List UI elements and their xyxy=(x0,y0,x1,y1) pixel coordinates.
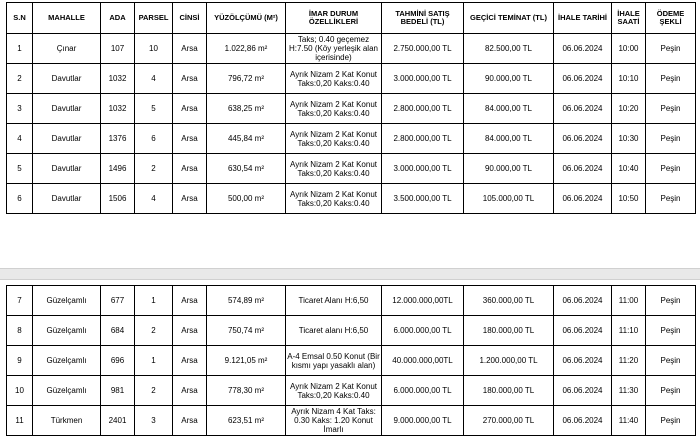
cell-ihale-saati: 10:00 xyxy=(612,34,646,64)
cell-cinsi: Arsa xyxy=(173,34,207,64)
cell-ada: 677 xyxy=(101,286,135,316)
cell-cinsi: Arsa xyxy=(173,154,207,184)
cell-yuzolcumu: 778,30 m² xyxy=(207,376,286,406)
cell-satis-bedeli: 3.000.000,00 TL xyxy=(382,154,464,184)
table-row xyxy=(7,316,696,346)
cell-ihale-tarihi: 06.06.2024 xyxy=(554,406,612,436)
cell-ihale-tarihi: 06.06.2024 xyxy=(554,124,612,154)
cell-mahalle: Güzelçamlı xyxy=(33,316,101,346)
cell-parsel: 3 xyxy=(135,406,173,436)
cell-odeme-sekli: Peşin xyxy=(646,64,696,94)
cell-mahalle: Türkmen xyxy=(33,406,101,436)
cell-yuzolcumu: 574,89 m² xyxy=(207,286,286,316)
cell-teminat: 84.000,00 TL xyxy=(464,124,554,154)
cell-teminat: 360.000,00 TL xyxy=(464,286,554,316)
cell-imar: Ayrık Nizam 2 Kat Konut Taks:0,20 Kaks:0.40 xyxy=(286,376,382,406)
cell-parsel: 1 xyxy=(135,286,173,316)
header-imar: İMAR DURUM ÖZELLİKLERİ xyxy=(286,3,382,34)
cell-cinsi: Arsa xyxy=(173,64,207,94)
table-row xyxy=(7,286,696,316)
cell-odeme-sekli: Peşin xyxy=(646,34,696,64)
header-ihale-saati: İHALE SAATİ xyxy=(612,3,646,34)
cell-sn: 8 xyxy=(7,316,33,346)
cell-sn: 3 xyxy=(7,94,33,124)
cell-cinsi: Arsa xyxy=(173,286,207,316)
cell-imar: Ayrık Nizam 2 Kat Konut Taks:0,20 Kaks:0.40 xyxy=(286,154,382,184)
cell-parsel: 1 xyxy=(135,346,173,376)
cell-imar: Ayrık Nizam 4 Kat Taks: 0.30 Kaks: 1.20 Konut İmarlı xyxy=(286,406,382,436)
cell-ihale-tarihi: 06.06.2024 xyxy=(554,376,612,406)
cell-ihale-tarihi: 06.06.2024 xyxy=(554,346,612,376)
cell-ada: 2401 xyxy=(101,406,135,436)
cell-sn: 10 xyxy=(7,376,33,406)
cell-ihale-saati: 11:00 xyxy=(612,286,646,316)
table-row xyxy=(7,376,696,406)
cell-mahalle: Davutlar xyxy=(33,94,101,124)
cell-imar: Ayrık Nizam 2 Kat Konut Taks:0,20 Kaks:0.40 xyxy=(286,64,382,94)
cell-ihale-tarihi: 06.06.2024 xyxy=(554,184,612,214)
cell-yuzolcumu: 796,72 m² xyxy=(207,64,286,94)
cell-imar: Ticaret Alanı H:6,50 xyxy=(286,286,382,316)
cell-cinsi: Arsa xyxy=(173,376,207,406)
cell-odeme-sekli: Peşin xyxy=(646,376,696,406)
cell-yuzolcumu: 9.121,05 m² xyxy=(207,346,286,376)
cell-ada: 1376 xyxy=(101,124,135,154)
header-row xyxy=(7,3,696,34)
cell-satis-bedeli: 3.000.000,00 TL xyxy=(382,64,464,94)
cell-imar: Ayrık Nizam 2 Kat Konut Taks:0,20 Kaks:0.40 xyxy=(286,184,382,214)
cell-ada: 1496 xyxy=(101,154,135,184)
cell-ihale-saati: 11:30 xyxy=(612,376,646,406)
cell-ihale-saati: 10:50 xyxy=(612,184,646,214)
cell-satis-bedeli: 2.800.000,00 TL xyxy=(382,124,464,154)
cell-cinsi: Arsa xyxy=(173,316,207,346)
cell-teminat: 90.000,00 TL xyxy=(464,64,554,94)
cell-ihale-tarihi: 06.06.2024 xyxy=(554,316,612,346)
header-sn: S.N xyxy=(7,3,33,34)
cell-ihale-tarihi: 06.06.2024 xyxy=(554,154,612,184)
cell-ada: 1506 xyxy=(101,184,135,214)
table-row xyxy=(7,94,696,124)
table-row xyxy=(7,184,696,214)
cell-yuzolcumu: 638,25 m² xyxy=(207,94,286,124)
table-row xyxy=(7,346,696,376)
cell-imar: Ayrık Nizam 2 Kat Konut Taks:0,20 Kaks:0.40 xyxy=(286,124,382,154)
cell-odeme-sekli: Peşin xyxy=(646,154,696,184)
header-satis-bedeli: TAHMİNİ SATIŞ BEDELİ (TL) xyxy=(382,3,464,34)
cell-parsel: 5 xyxy=(135,94,173,124)
cell-satis-bedeli: 2.750.000,00 TL xyxy=(382,34,464,64)
cell-yuzolcumu: 630,54 m² xyxy=(207,154,286,184)
table-row xyxy=(7,406,696,436)
cell-teminat: 1.200.000,00 TL xyxy=(464,346,554,376)
cell-ada: 684 xyxy=(101,316,135,346)
cell-yuzolcumu: 500,00 m² xyxy=(207,184,286,214)
cell-odeme-sekli: Peşin xyxy=(646,124,696,154)
cell-satis-bedeli: 2.800.000,00 TL xyxy=(382,94,464,124)
header-teminat: GEÇİCİ TEMİNAT (TL) xyxy=(464,3,554,34)
cell-satis-bedeli: 40.000.000,00TL xyxy=(382,346,464,376)
cell-mahalle: Davutlar xyxy=(33,64,101,94)
table-row xyxy=(7,154,696,184)
cell-ihale-saati: 10:40 xyxy=(612,154,646,184)
cell-odeme-sekli: Peşin xyxy=(646,346,696,376)
cell-cinsi: Arsa xyxy=(173,406,207,436)
header-cinsi: CİNSİ xyxy=(173,3,207,34)
cell-ihale-saati: 10:20 xyxy=(612,94,646,124)
cell-teminat: 105.000,00 TL xyxy=(464,184,554,214)
cell-imar: Ayrık Nizam 2 Kat Konut Taks:0,20 Kaks:0.40 xyxy=(286,94,382,124)
auction-table-bottom xyxy=(6,285,696,436)
cell-sn: 2 xyxy=(7,64,33,94)
cell-ihale-saati: 10:10 xyxy=(612,64,646,94)
cell-odeme-sekli: Peşin xyxy=(646,286,696,316)
cell-mahalle: Güzelçamlı xyxy=(33,286,101,316)
auction-table-top xyxy=(6,2,696,214)
cell-teminat: 180.000,00 TL xyxy=(464,316,554,346)
header-ada: ADA xyxy=(101,3,135,34)
cell-sn: 7 xyxy=(7,286,33,316)
cell-ihale-tarihi: 06.06.2024 xyxy=(554,286,612,316)
header-ihale-tarihi: İHALE TARİHİ xyxy=(554,3,612,34)
cell-ihale-saati: 11:10 xyxy=(612,316,646,346)
cell-odeme-sekli: Peşin xyxy=(646,184,696,214)
header-odeme-sekli: ÖDEME ŞEKLİ xyxy=(646,3,696,34)
cell-imar: Ticaret alanı H:6,50 xyxy=(286,316,382,346)
cell-mahalle: Güzelçamlı xyxy=(33,376,101,406)
cell-odeme-sekli: Peşin xyxy=(646,316,696,346)
header-yuzolcumu: YÜZÖLÇÜMÜ (M²) xyxy=(207,3,286,34)
table-row xyxy=(7,34,696,64)
cell-mahalle: Davutlar xyxy=(33,124,101,154)
cell-parsel: 10 xyxy=(135,34,173,64)
table-row xyxy=(7,64,696,94)
cell-parsel: 6 xyxy=(135,124,173,154)
cell-yuzolcumu: 623,51 m² xyxy=(207,406,286,436)
cell-ada: 981 xyxy=(101,376,135,406)
cell-parsel: 2 xyxy=(135,376,173,406)
table-row xyxy=(7,124,696,154)
cell-sn: 11 xyxy=(7,406,33,436)
cell-imar: Taks; 0.40 geçemez H:7.50 (Köy yerleşik alan içerisinde) xyxy=(286,34,382,64)
cell-ada: 107 xyxy=(101,34,135,64)
cell-ada: 1032 xyxy=(101,94,135,124)
cell-satis-bedeli: 12.000.000,00TL xyxy=(382,286,464,316)
cell-satis-bedeli: 9.000.000,00 TL xyxy=(382,406,464,436)
cell-ihale-tarihi: 06.06.2024 xyxy=(554,34,612,64)
cell-teminat: 82.500,00 TL xyxy=(464,34,554,64)
cell-imar: A-4 Emsal 0.50 Konut (Bir kısmı yapı yasaklı alan) xyxy=(286,346,382,376)
cell-sn: 4 xyxy=(7,124,33,154)
cell-yuzolcumu: 750,74 m² xyxy=(207,316,286,346)
cell-yuzolcumu: 1.022,86 m² xyxy=(207,34,286,64)
cell-cinsi: Arsa xyxy=(173,94,207,124)
cell-teminat: 84.000,00 TL xyxy=(464,94,554,124)
cell-cinsi: Arsa xyxy=(173,184,207,214)
cell-parsel: 2 xyxy=(135,316,173,346)
section-divider xyxy=(0,268,700,280)
cell-mahalle: Güzelçamlı xyxy=(33,346,101,376)
cell-cinsi: Arsa xyxy=(173,124,207,154)
cell-teminat: 270.000,00 TL xyxy=(464,406,554,436)
cell-mahalle: Çınar xyxy=(33,34,101,64)
cell-teminat: 90.000,00 TL xyxy=(464,154,554,184)
header-mahalle: MAHALLE xyxy=(33,3,101,34)
cell-ada: 696 xyxy=(101,346,135,376)
cell-odeme-sekli: Peşin xyxy=(646,406,696,436)
cell-ada: 1032 xyxy=(101,64,135,94)
cell-satis-bedeli: 6.000.000,00 TL xyxy=(382,376,464,406)
cell-sn: 5 xyxy=(7,154,33,184)
cell-cinsi: Arsa xyxy=(173,346,207,376)
cell-ihale-saati: 11:20 xyxy=(612,346,646,376)
cell-sn: 1 xyxy=(7,34,33,64)
cell-parsel: 2 xyxy=(135,154,173,184)
cell-ihale-tarihi: 06.06.2024 xyxy=(554,64,612,94)
cell-odeme-sekli: Peşin xyxy=(646,94,696,124)
cell-satis-bedeli: 6.000.000,00 TL xyxy=(382,316,464,346)
cell-ihale-saati: 10:30 xyxy=(612,124,646,154)
header-parsel: PARSEL xyxy=(135,3,173,34)
cell-mahalle: Davutlar xyxy=(33,184,101,214)
cell-yuzolcumu: 445,84 m² xyxy=(207,124,286,154)
cell-sn: 9 xyxy=(7,346,33,376)
cell-parsel: 4 xyxy=(135,184,173,214)
cell-ihale-saati: 11:40 xyxy=(612,406,646,436)
cell-mahalle: Davutlar xyxy=(33,154,101,184)
cell-sn: 6 xyxy=(7,184,33,214)
cell-teminat: 180.000,00 TL xyxy=(464,376,554,406)
cell-satis-bedeli: 3.500.000,00 TL xyxy=(382,184,464,214)
cell-ihale-tarihi: 06.06.2024 xyxy=(554,94,612,124)
cell-parsel: 4 xyxy=(135,64,173,94)
